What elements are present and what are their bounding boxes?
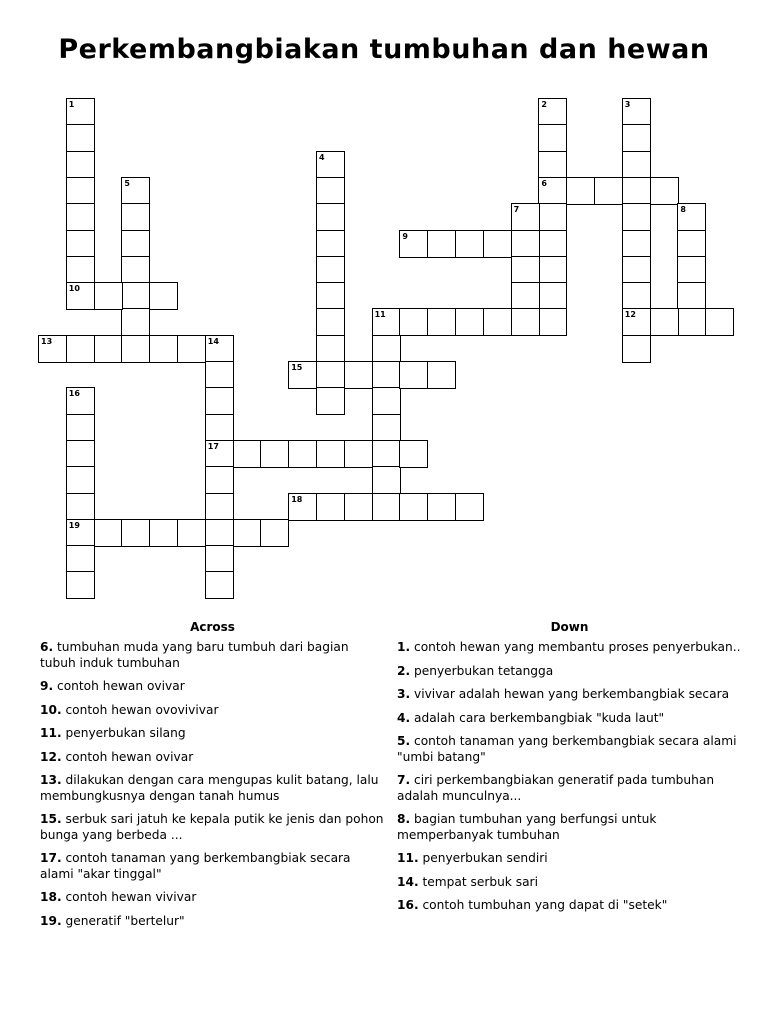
down-clues — [397, 620, 742, 922]
grid-cell[interactable] — [511, 203, 540, 231]
cell-number: 9 — [402, 231, 408, 241]
grid-cell[interactable] — [344, 440, 373, 468]
grid-cell[interactable] — [205, 466, 234, 494]
grid-cell[interactable] — [205, 519, 234, 547]
grid-cell[interactable] — [622, 335, 651, 363]
grid-cell[interactable] — [121, 203, 150, 231]
grid-cell[interactable] — [677, 308, 706, 336]
grid-cell[interactable] — [372, 493, 401, 521]
grid-cell[interactable] — [66, 519, 95, 547]
grid-cell[interactable] — [38, 335, 67, 363]
grid-cell[interactable] — [66, 440, 95, 468]
clue-across-18: 18. contoh hewan vivivar — [40, 890, 197, 904]
grid-cell[interactable] — [233, 519, 262, 547]
grid-cell[interactable] — [677, 203, 706, 231]
grid-cell[interactable] — [622, 230, 651, 258]
grid-cell[interactable] — [594, 177, 623, 205]
grid-cell[interactable] — [205, 335, 234, 363]
cell-number: 19 — [68, 520, 80, 530]
cell-number: 1 — [68, 100, 75, 109]
grid-cell[interactable] — [316, 335, 345, 363]
grid-cell[interactable] — [677, 282, 706, 310]
grid-cell[interactable] — [66, 256, 95, 284]
grid-cell[interactable] — [705, 308, 734, 336]
grid-cell[interactable] — [66, 98, 95, 126]
cell-number: 5 — [124, 178, 130, 188]
grid-cell[interactable] — [149, 282, 178, 310]
grid-cell[interactable] — [205, 387, 234, 415]
down-heading: Down — [550, 620, 589, 634]
grid-cell[interactable] — [316, 282, 345, 310]
clue-across-11: 11. penyerbukan silang — [40, 726, 186, 740]
grid-cell[interactable] — [205, 414, 234, 442]
cell-number: 11 — [374, 310, 386, 320]
across-clues — [40, 620, 385, 937]
cell-number: 16 — [68, 389, 80, 399]
grid-cell[interactable] — [121, 519, 150, 547]
clue-across-6: 6. tumbuhan muda yang baru tumbuh dari bagian tubuh induk tumbuhan — [40, 640, 349, 670]
grid-cell[interactable] — [427, 230, 456, 258]
grid-cell[interactable] — [483, 308, 512, 336]
grid-cell[interactable] — [372, 466, 401, 494]
grid-cell[interactable] — [205, 571, 234, 599]
grid-cell[interactable] — [650, 308, 679, 336]
grid-cell[interactable] — [66, 387, 95, 415]
cell-number: 18 — [291, 494, 303, 504]
grid-cell[interactable] — [538, 124, 567, 152]
clue-across-12: 12. contoh hewan ovivar — [40, 749, 194, 764]
grid-cell[interactable] — [427, 493, 456, 521]
cell-number: 4 — [319, 152, 325, 162]
clue-down-7: 7. ciri perkembangbiakan generatif pada tumbuhan adalah munculnya... — [397, 773, 715, 803]
grid-cell[interactable] — [372, 335, 401, 363]
grid-cell[interactable] — [399, 230, 428, 258]
grid-cell[interactable] — [149, 335, 178, 363]
grid-cell[interactable] — [66, 571, 95, 599]
grid-cell[interactable] — [650, 177, 679, 205]
grid-cell[interactable] — [316, 440, 345, 468]
grid-cell[interactable] — [399, 440, 428, 468]
grid-cell[interactable] — [121, 177, 150, 205]
grid-cell[interactable] — [66, 177, 95, 205]
clue-down-8: 8. bagian tumbuhan yang berfungsi untuk memperbanyak tumbuhan — [397, 812, 657, 842]
grid-cell[interactable] — [316, 387, 345, 415]
grid-cell[interactable] — [427, 308, 456, 336]
grid-cell[interactable] — [455, 493, 484, 521]
grid-cell[interactable] — [372, 440, 401, 468]
grid-cell[interactable] — [372, 387, 401, 415]
grid-cell[interactable] — [399, 308, 428, 336]
grid-cell[interactable] — [233, 440, 262, 468]
grid-cell[interactable] — [66, 466, 95, 494]
grid-cell[interactable] — [66, 124, 95, 152]
grid-cell[interactable] — [427, 361, 456, 389]
grid-cell[interactable] — [66, 335, 95, 363]
clue-across-19: 19. generatif "bertelur" — [40, 913, 185, 928]
grid-cell[interactable] — [372, 361, 401, 389]
grid-cell[interactable] — [622, 98, 651, 126]
grid-cell[interactable] — [121, 256, 150, 284]
clue-down-1: 1. contoh hewan yang membantu proses penyerbukan.. — [397, 640, 741, 654]
grid-cell[interactable] — [622, 203, 651, 231]
grid-cell[interactable] — [622, 177, 651, 205]
grid-cell[interactable] — [622, 124, 651, 152]
grid-cell[interactable] — [66, 545, 95, 573]
page-title: Perkembangbiakan tumbuhan dan hewan — [58, 34, 710, 65]
clue-across-10: 10. contoh hewan ovovivivar — [40, 702, 219, 717]
grid-cell[interactable] — [66, 203, 95, 231]
clue-across-17: 17. contoh tanaman yang berkembangbiak secara alami "akar tinggal" — [40, 851, 351, 881]
grid-cell[interactable] — [94, 335, 123, 363]
clue-down-2: 2. penyerbukan tetangga — [397, 663, 554, 678]
cell-number: 15 — [291, 363, 303, 372]
clue-across-9: 9. contoh hewan ovivar — [40, 679, 185, 693]
cell-number: 10 — [68, 284, 80, 294]
grid-cell[interactable] — [316, 203, 345, 231]
grid-cell[interactable] — [566, 177, 595, 205]
grid-cell[interactable] — [538, 203, 567, 231]
grid-cell[interactable] — [511, 308, 540, 336]
grid-cell[interactable] — [121, 230, 150, 258]
grid-cell[interactable] — [622, 151, 651, 179]
grid-cell[interactable] — [205, 440, 234, 468]
cell-number: 3 — [624, 100, 631, 109]
grid-cell[interactable] — [316, 308, 345, 336]
grid-cell[interactable] — [177, 519, 206, 547]
cell-number: 8 — [680, 205, 686, 215]
grid-cell[interactable] — [316, 230, 345, 258]
cell-number: 17 — [207, 441, 219, 451]
grid-cell[interactable] — [288, 440, 317, 468]
cell-number: 2 — [541, 100, 547, 109]
grid-cell[interactable] — [538, 230, 567, 258]
grid-cell[interactable] — [316, 256, 345, 284]
clue-down-14: 14. tempat serbuk sari — [397, 874, 538, 889]
grid-cell[interactable] — [538, 256, 567, 284]
grid-cell[interactable] — [399, 493, 428, 521]
grid-cell[interactable] — [121, 282, 150, 310]
grid-cell[interactable] — [94, 282, 123, 310]
grid-cell[interactable] — [511, 230, 540, 258]
grid-cell[interactable] — [622, 282, 651, 310]
cell-number: 14 — [207, 336, 219, 346]
cell-number: 6 — [541, 178, 547, 188]
grid-cell[interactable] — [205, 361, 234, 389]
cell-number: 13 — [41, 336, 53, 346]
grid-cell[interactable] — [260, 440, 289, 468]
grid-cell[interactable] — [316, 151, 345, 179]
cell-number: 7 — [513, 205, 520, 215]
grid-cell[interactable] — [483, 230, 512, 258]
grid-cell[interactable] — [622, 308, 651, 336]
grid-cell[interactable] — [538, 308, 567, 336]
grid-cell[interactable] — [622, 256, 651, 284]
grid-cell[interactable] — [205, 493, 234, 521]
grid-cell[interactable] — [316, 361, 345, 389]
clue-down-11: 11. penyerbukan sendiri — [397, 851, 548, 865]
grid-cell[interactable] — [288, 493, 317, 521]
grid-cell[interactable] — [538, 98, 567, 126]
grid-cell[interactable] — [121, 335, 150, 363]
grid-cell[interactable] — [121, 308, 150, 336]
grid-cell[interactable] — [372, 414, 401, 442]
grid-cell[interactable] — [177, 335, 206, 363]
clue-down-5: 5. contoh tanaman yang berkembangbiak secara alami "umbi batang" — [397, 734, 737, 764]
grid-cell[interactable] — [288, 361, 317, 389]
across-heading: Across — [190, 620, 235, 634]
grid-cell[interactable] — [538, 151, 567, 179]
grid-cell[interactable] — [66, 151, 95, 179]
grid-cell[interactable] — [149, 519, 178, 547]
grid-cell[interactable] — [372, 308, 401, 336]
grid-cell[interactable] — [677, 230, 706, 258]
clue-down-3: 3. vivivar adalah hewan yang berkembangbiak secara — [397, 687, 730, 701]
grid-cell[interactable] — [344, 493, 373, 521]
grid-cell[interactable] — [260, 519, 289, 547]
grid-cell[interactable] — [94, 519, 123, 547]
grid-cell[interactable] — [66, 230, 95, 258]
grid-cell[interactable] — [66, 493, 95, 521]
grid-cell[interactable] — [538, 177, 567, 205]
clue-across-15: 15. serbuk sari jatuh ke kepala putik ke jenis dan pohon bunga yang berbeda ... — [40, 812, 384, 842]
grid-cell[interactable] — [677, 256, 706, 284]
clue-across-13: 13. dilakukan dengan cara mengupas kulit batang, lalu membungkusnya dengan tanah humus — [40, 773, 379, 803]
grid-cell[interactable] — [66, 282, 95, 310]
grid-cell[interactable] — [66, 414, 95, 442]
grid-cell[interactable] — [316, 177, 345, 205]
grid-cell[interactable] — [205, 545, 234, 573]
grid-cell[interactable] — [455, 308, 484, 336]
grid-cell[interactable] — [455, 230, 484, 258]
grid-cell[interactable] — [399, 361, 428, 389]
grid-cell[interactable] — [511, 256, 540, 284]
grid-cell[interactable] — [344, 361, 373, 389]
grid-cell[interactable] — [511, 282, 540, 310]
grid-cell[interactable] — [538, 282, 567, 310]
grid-cell[interactable] — [316, 493, 345, 521]
cell-number: 12 — [624, 310, 636, 320]
clue-down-16: 16. contoh tumbuhan yang dapat di "setek" — [397, 898, 668, 912]
clue-down-4: 4. adalah cara berkembangbiak "kuda laut" — [397, 710, 665, 725]
